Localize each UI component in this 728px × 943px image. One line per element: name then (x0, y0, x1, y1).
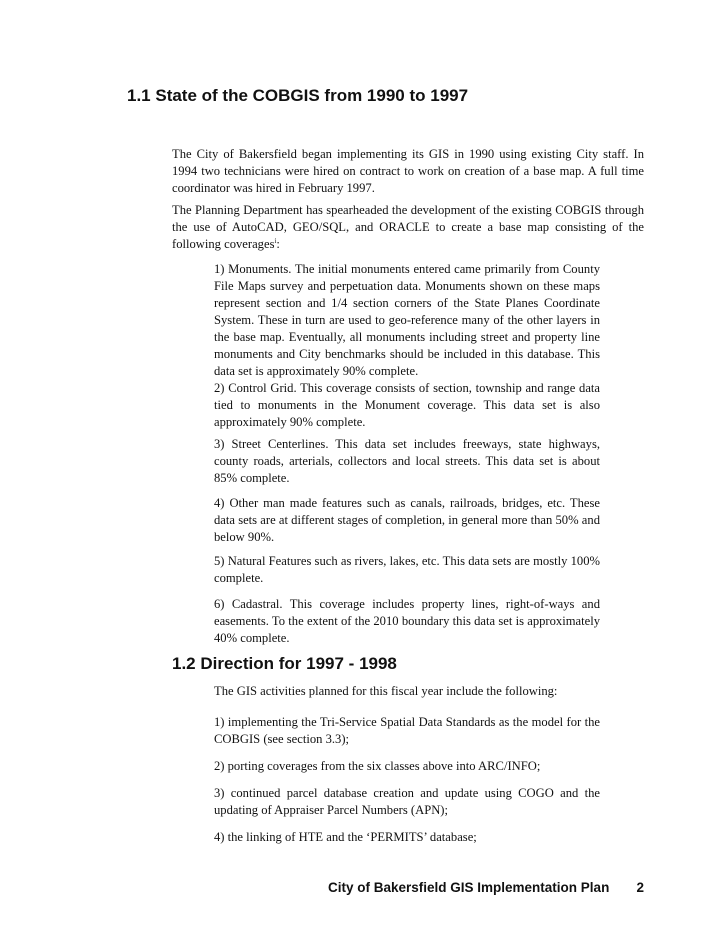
paragraph-planning-colon: : (276, 237, 280, 251)
coverage-item-man-made-features: 4) Other man made features such as canals, railroads, bridges, etc. These data sets are at different stages of completion, in general more than 50% and below 90%. (214, 496, 600, 544)
coverage-item-natural-features: 5) Natural Features such as rivers, lakes, etc. This data sets are mostly 100% complete. (214, 554, 600, 585)
paragraph-planning-department (172, 202, 644, 253)
paragraph-history: The City of Bakersfield began implementing its GIS in 1990 using existing City staff. In 1994 two technicians were hired on contract to work on creation of a base map. A full time coordinator was hired in February 1997. (172, 147, 644, 195)
paragraph-planning-text: The Planning Department has spearheaded the development of the existing COBGIS through the use of AutoCAD, GEO/SQL, and ORACLE to create a base map consisting of the following coverages (172, 203, 644, 251)
section-heading-1-1: 1.1 State of the COBGIS from 1990 to 1997 (127, 86, 469, 105)
footer-title: City of Bakersfield GIS Implementation Plan (328, 880, 610, 895)
activity-item-porting: 2) porting coverages from the six classes above into ARC/INFO; (214, 759, 541, 773)
activity-item-parcel-database: 3) continued parcel database creation and update using COGO and the updating of Appraiser Parcel Numbers (APN); (214, 786, 600, 817)
coverage-item-monuments: 1) Monuments. The initial monuments entered came primarily from County File Maps survey and perpetuation data. Monuments shown on these maps represent section and 1/4 section corners of the State Planes Coordinate System. These in turn are used to geo-reference many of the other layers in the base map. Eventually, all monuments including street and property line monuments and City benchmarks should be included in this database. This data set is approximately 90% complete. (214, 262, 600, 378)
coverage-item-cadastral: 6) Cadastral. This coverage includes property lines, right-of-ways and easements. To the extent of the 2010 boundary this data set is approximately 40% complete. (214, 597, 600, 645)
coverage-item-control-grid: 2) Control Grid. This coverage consists of section, township and range data tied to monuments in the Monument coverage. This data set is also approximately 90% complete. (214, 381, 600, 429)
page-number: 2 (636, 880, 644, 895)
activity-item-standards: 1) implementing the Tri-Service Spatial Data Standards as the model for the COBGIS (see section 3.3); (214, 715, 600, 746)
activity-item-hte-linking: 4) the linking of HTE and the ‘PERMITS’ database; (214, 830, 477, 844)
page-footer (328, 880, 644, 895)
paragraph-activities-intro: The GIS activities planned for this fiscal year include the following: (214, 684, 558, 698)
coverage-item-street-centerlines: 3) Street Centerlines. This data set includes freeways, state highways, county roads, arterials, collectors and local streets. This data set is about 85% complete. (214, 437, 600, 485)
footnote-marker: i (274, 236, 277, 245)
section-heading-1-2: 1.2 Direction for 1997 - 1998 (172, 654, 397, 673)
